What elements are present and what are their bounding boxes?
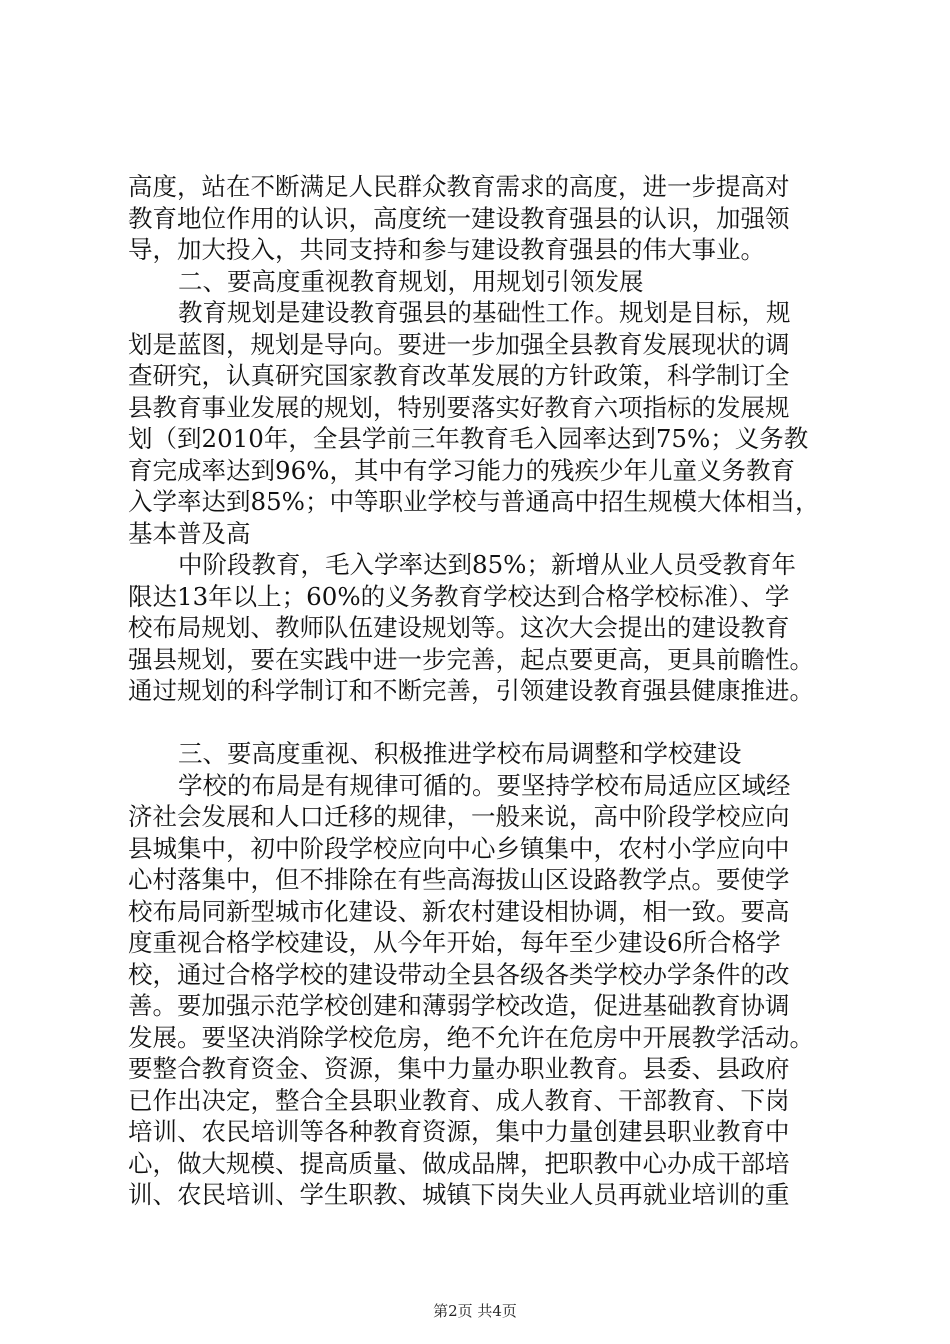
text-line: 培训、农民培训等各种教育资源，集中力量创建县职业教育中 xyxy=(128,1117,790,1146)
text-line: 限达13年以上；60%的义务教育学校达到合格学校标准）、学 xyxy=(128,581,790,611)
text-line: 县教育事业发展的规划，特别要落实好教育六项指标的发展规 xyxy=(128,392,790,422)
text-line: 济社会发展和人口迁移的规律，一般来说，高中阶段学校应向 xyxy=(128,802,790,831)
text-line: 教育地位作用的认识，高度统一建设教育强县的认识，加强领 xyxy=(128,203,790,233)
text-line: 查研究，认真研究国家教育改革发展的方针政策，科学制订全 xyxy=(128,361,790,390)
text-line: 县城集中，初中阶段学校应向中心乡镇集中，农村小学应向中 xyxy=(128,833,790,863)
text-line: 教育规划是建设教育强县的基础性工作。规划是目标，规 xyxy=(178,298,791,327)
text-line: 入学率达到85%；中等职业学校与普通高中招生规模大体相当， xyxy=(128,487,820,516)
text-line: 善。要加强示范学校创建和薄弱学校改造，促进基础教育协调 xyxy=(128,991,790,1020)
text-line: 强县规划，要在实践中进一步完善，起点要更高，更具前瞻性。 xyxy=(128,644,814,674)
paragraph-gap xyxy=(128,707,828,739)
document-body xyxy=(128,171,828,1211)
text-line: 划是蓝图，规划是导向。要进一步加强全县教育发展现状的调 xyxy=(128,329,790,359)
text-line: 育完成率达到96%，其中有学习能力的残疾少年儿童义务教育 xyxy=(128,455,795,485)
page-number: 第2页 共4页 xyxy=(433,1302,517,1320)
text-line: 要整合教育资金、资源，集中力量办职业教育。县委、县政府 xyxy=(128,1054,790,1083)
text-line: 发展。要坚决消除学校危房，绝不允许在危房中开展教学活动。 xyxy=(128,1022,814,1052)
text-line: 校布局规划、教师队伍建设规划等。这次大会提出的建设教育 xyxy=(128,613,790,642)
section-heading-3: 三、要高度重视、积极推进学校布局调整和学校建设 xyxy=(178,739,742,768)
text-line: 度重视合格学校建设，从今年开始，每年至少建设6所合格学 xyxy=(128,928,781,957)
section-heading-2: 二、要高度重视教育规划，用规划引领发展 xyxy=(178,266,644,296)
text-line: 通过规划的科学制订和不断完善，引领建设教育强县健康推进。 xyxy=(128,676,814,705)
text-line: 训、农民培训、学生职教、城镇下岗失业人员再就业培训的重 xyxy=(128,1180,790,1209)
text-line: 划（到2010年，全县学前三年教育毛入园率达到75%；义务教 xyxy=(128,424,809,453)
text-line: 已作出决定，整合全县职业教育、成人教育、干部教育、下岗 xyxy=(128,1085,790,1115)
text-line: 基本普及高 xyxy=(128,518,251,548)
text-line: 高度，站在不断满足人民群众教育需求的高度，进一步提高对 xyxy=(128,172,790,201)
text-line: 心村落集中，但不排除在有些高海拔山区设路教学点。要使学 xyxy=(128,865,790,894)
text-line: 心，做大规模、提高质量、做成品牌，把职教中心办成干部培 xyxy=(128,1148,790,1178)
text-line: 校布局同新型城市化建设、新农村建设相协调，相一致。要高 xyxy=(128,896,790,926)
text-line: 中阶段教育，毛入学率达到85%；新增从业人员受教育年 xyxy=(178,550,796,579)
text-line: 导，加大投入，共同支持和参与建设教育强县的伟大事业。 xyxy=(128,235,765,264)
text-line: 学校的布局是有规律可循的。要坚持学校布局适应区域经 xyxy=(178,770,791,800)
text-line: 校，通过合格学校的建设带动全县各级各类学校办学条件的改 xyxy=(128,959,790,989)
